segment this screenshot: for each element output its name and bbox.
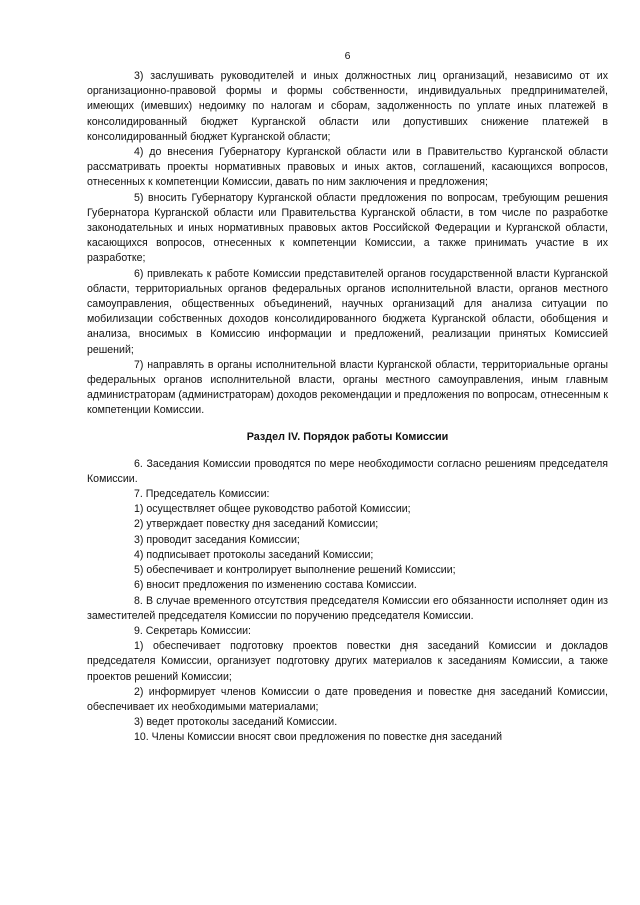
paragraph-clause-9: 9. Секретарь Комиссии:	[134, 624, 252, 637]
paragraph-chair-duty-4: 4) подписывает протоколы заседаний Комиссии;	[134, 548, 374, 561]
paragraph-chair-duty-3: 3) проводит заседания Комиссии;	[134, 533, 300, 546]
section-title: Раздел IV. Порядок работы Комиссии	[246, 430, 449, 443]
paragraph-secretary-duty-3: 3) ведет протоколы заседаний Комиссии.	[134, 716, 338, 729]
paragraph-item-6: 6) привлекать к работе Комиссии представителей органов государственной власти Курганской области, территориальных органов федеральных органов исполнительной власти, органов местного самоуправления, общественных объединений, научных организаций для анализа ситуации по мобилизации собственных доходов консолидированного бюджета Курганской области, обобщения и анализа, вносимых в Комиссию информации и предложений, реализации принятых Комиссией решений;	[87, 267, 608, 356]
paragraph-clause-6: 6. Заседания Комиссии проводятся по мере необходимости согласно решениям председателя Комиссии.	[87, 457, 608, 485]
paragraph-secretary-duty-2: 2) информирует членов Комиссии о дате проведения и повестке дня заседаний Комиссии, обеспечивает их необходимыми материалами;	[87, 685, 608, 713]
page-number: 6	[344, 50, 351, 62]
paragraph-clause-7: 7. Председатель Комиссии:	[134, 488, 270, 501]
paragraph-item-5: 5) вносить Губернатору Курганской области предложения по вопросам, требующим решения Губернатора Курганской области или Правительства Курганской области, в том числе по разработке законодательных и иных нормативных правовых актов Российской Федерации и Курганской области, касающихся вопросов, отнесенных к компетенции Комиссии, а также принимать участие в их разработке;	[87, 191, 608, 265]
paragraph-secretary-duty-1: 1) обеспечивает подготовку проектов повестки дня заседаний Комиссии и докладов председателя Комиссии, организует подготовку других материалов к заседаниям Комиссии, а также проектов решений Комиссии;	[87, 640, 608, 683]
section-spacer	[87, 446, 608, 457]
paragraph-chair-duty-2: 2) утверждает повестку дня заседаний Комиссии;	[134, 518, 379, 531]
paragraph-clause-10: 10. Члены Комиссии вносят свои предложения по повестке дня заседаний	[134, 731, 503, 744]
paragraph-item-7: 7) направлять в органы исполнительной власти Курганской области, территориальные органы федеральных органов исполнительной власти, органы местного самоуправления, иным главным администраторам (администраторам) доходов рекомендации и предложения по вопросам, отнесенным к компетенции Комиссии.	[87, 358, 608, 417]
paragraph-item-3: 3) заслушивать руководителей и иных должностных лиц организаций, независимо от их организационно-правовой формы и формы собственности, индивидуальных предпринимателей, имеющих (имевших) недоимку по налогам и сборам, задолженность по уплате иных платежей в консолидированный бюджет Курганской области или допустивших снижение платежей в консолидированный бюджет Курганской области;	[87, 70, 608, 143]
paragraph-chair-duty-1: 1) осуществляет общее руководство работой Комиссии;	[134, 503, 411, 516]
paragraph-chair-duty-5: 5) обеспечивает и контролирует выполнение решений Комиссии;	[134, 564, 456, 577]
paragraph-chair-duty-6: 6) вносит предложения по изменению состава Комиссии.	[134, 579, 417, 592]
paragraph-clause-8: 8. В случае временного отсутствия председателя Комиссии его обязанности исполняет один из заместителей председателя Комиссии по поручению председателя Комиссии.	[87, 594, 608, 622]
paragraph-item-4: 4) до внесения Губернатору Курганской области или в Правительство Курганской области рассматривать проекты нормативных правовых и иных актов, соглашений, касающихся вопросов, отнесенных к компетенции Комиссии, давать по ним заключения и предложения;	[87, 146, 608, 189]
